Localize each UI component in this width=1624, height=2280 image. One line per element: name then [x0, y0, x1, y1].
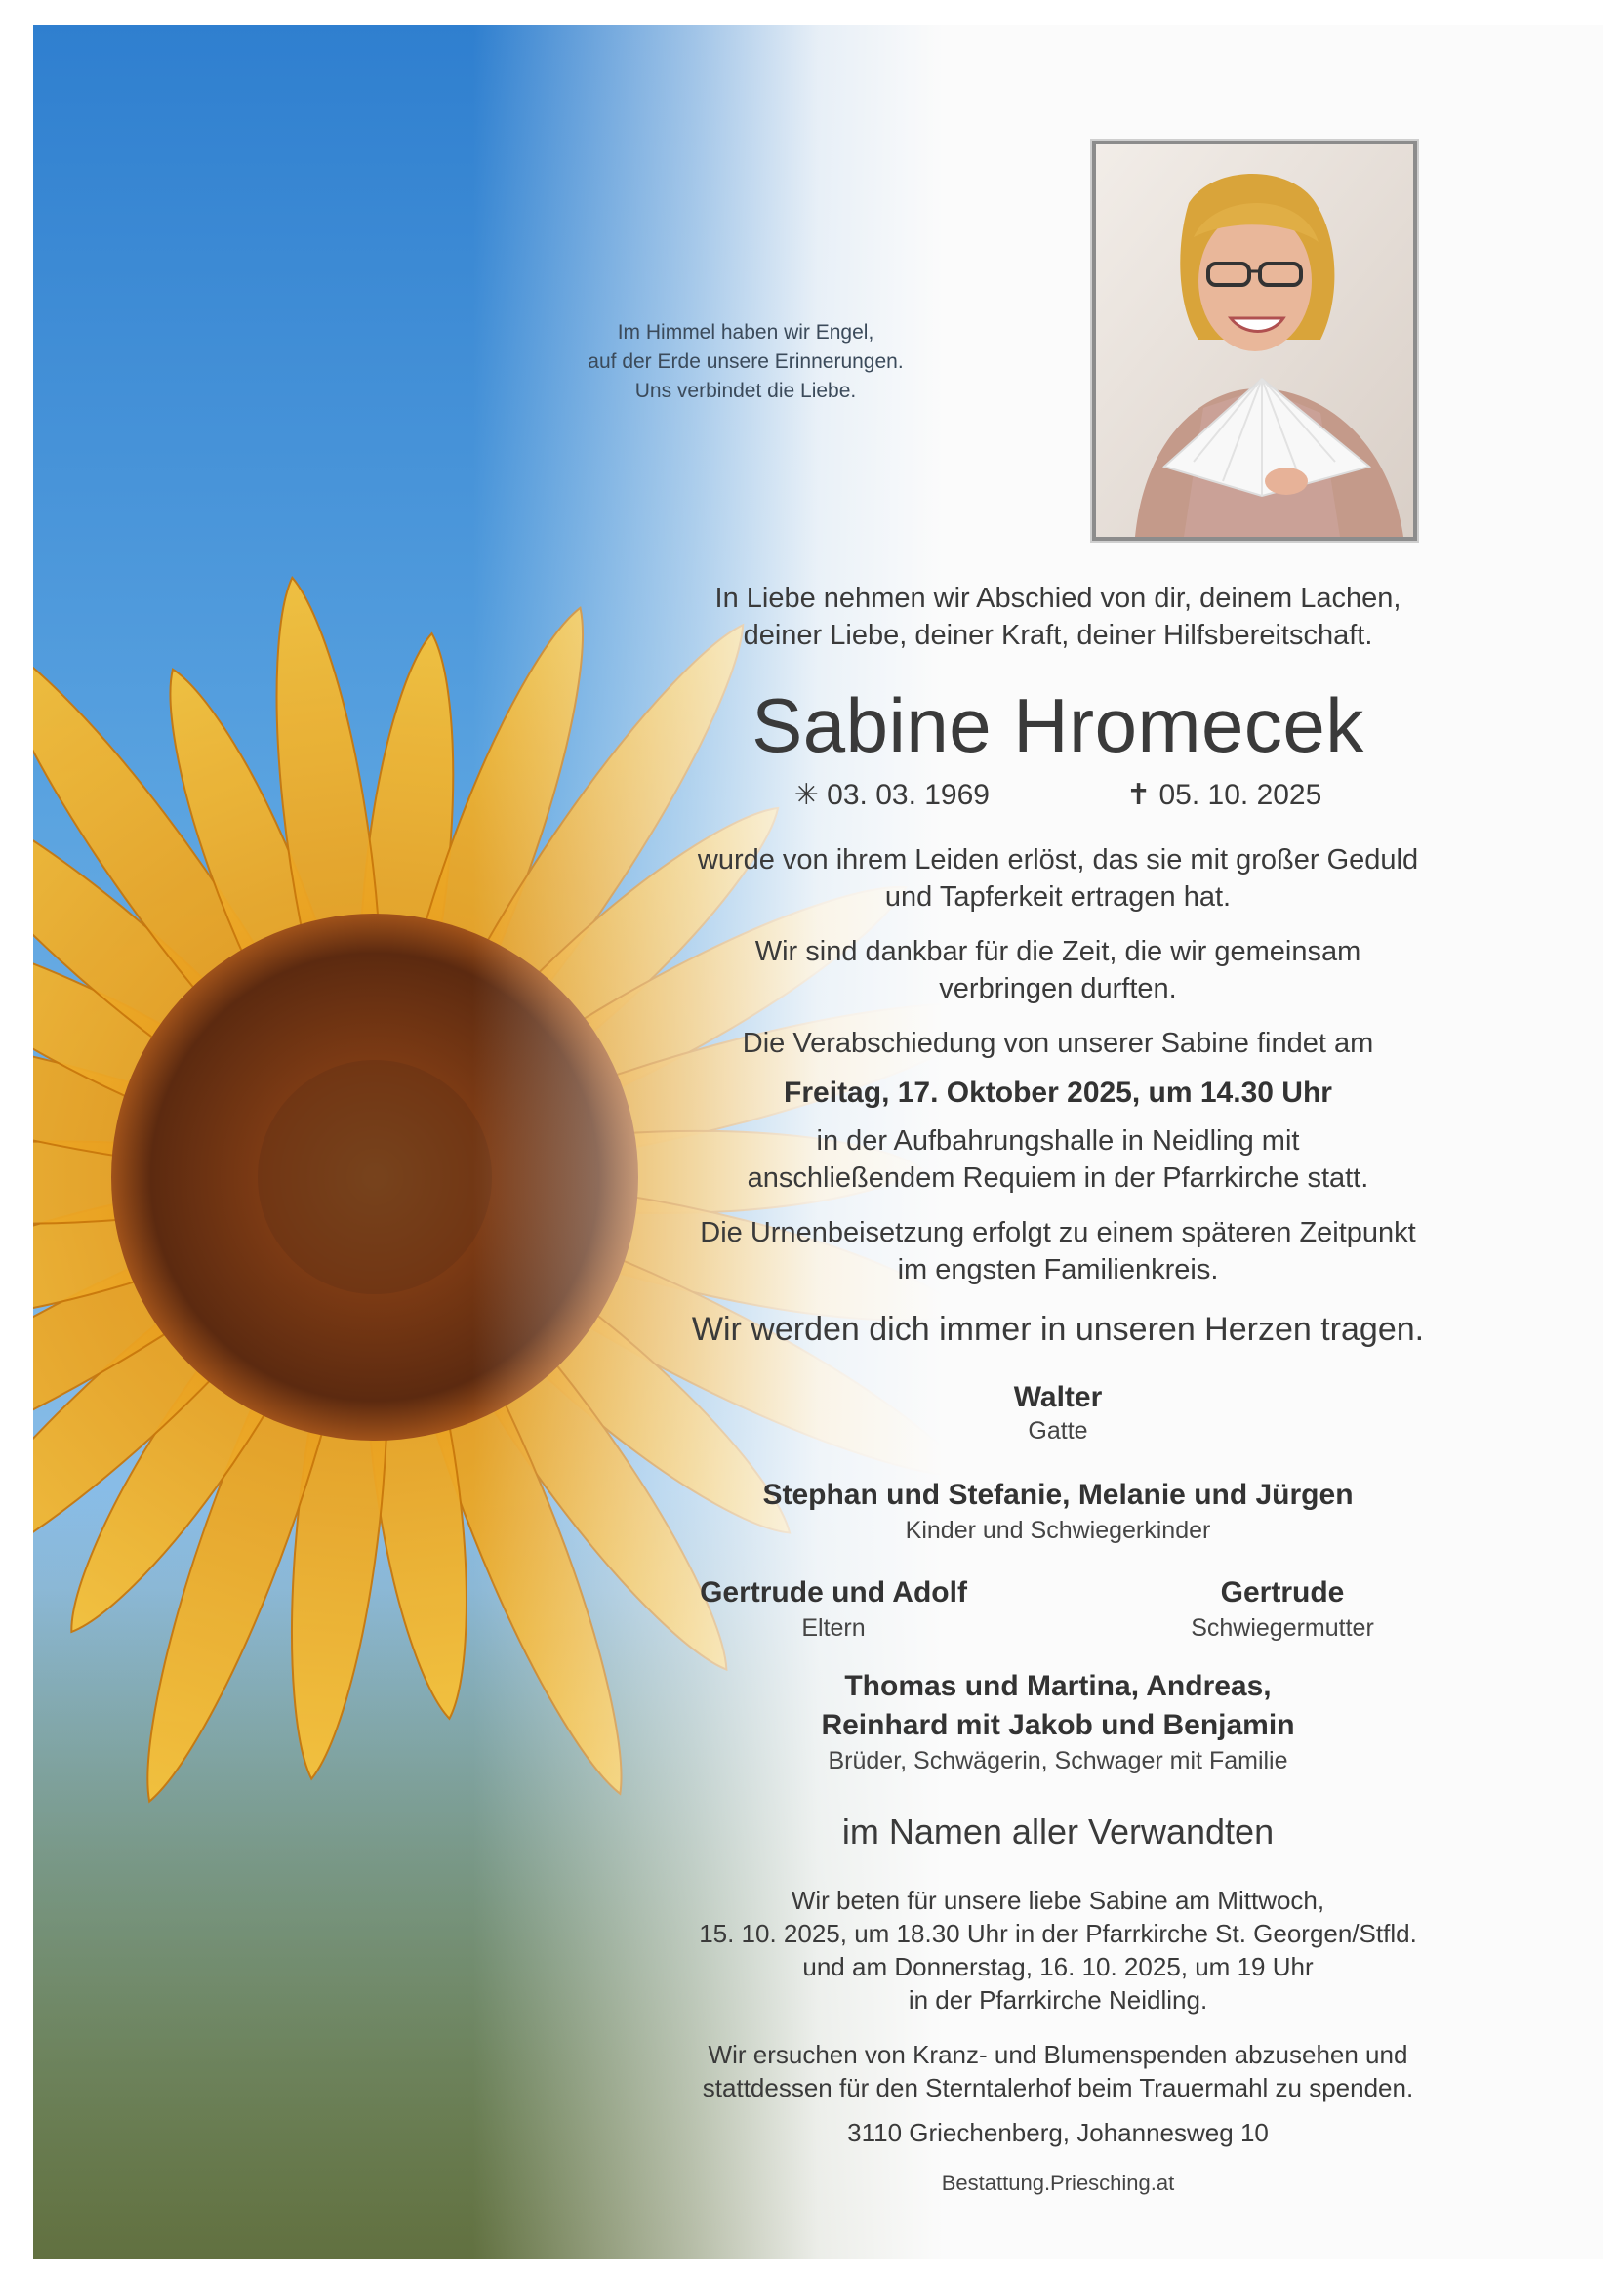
- poem: [560, 318, 931, 406]
- poem-line: Uns verbindet die Liebe.: [634, 380, 857, 402]
- urn-line-1: Die Urnenbeisetzung erfolgt zu einem späteren Zeitpunkt: [700, 1217, 1416, 1248]
- funeral-home-website: Bestattung.Priesching.at: [941, 2171, 1175, 2195]
- urn-line-2: im engsten Familienkreis.: [897, 1254, 1219, 1285]
- motto: Wir werden dich immer in unseren Herzen tragen.: [691, 1311, 1425, 1348]
- family-note: im Namen aller Verwandten: [841, 1812, 1275, 1852]
- siblings-line-2: Reinhard mit Jakob und Benjamin: [821, 1709, 1295, 1741]
- prayer-line-1: Wir beten für unsere liebe Sabine am Mittwoch,: [791, 1886, 1325, 1915]
- parents-role: Eltern: [801, 1614, 866, 1642]
- address: 3110 Griechenberg, Johannesweg 10: [847, 2118, 1269, 2147]
- prayer-line-4: in der Pfarrkirche Neidling.: [908, 1985, 1208, 2015]
- children-role: Kinder und Schwiegerkinder: [905, 1517, 1211, 1544]
- portrait-photo: [1092, 141, 1417, 541]
- children-names: Stephan und Stefanie, Melanie und Jürgen: [762, 1479, 1354, 1511]
- relief-line-2: und Tapferkeit ertragen hat.: [884, 881, 1232, 913]
- farewell-line-1: Die Verabschiedung von unserer Sabine findet am: [742, 1028, 1374, 1059]
- mother-in-law-name: Gertrude: [1220, 1576, 1345, 1608]
- intro-line-1: In Liebe nehmen wir Abschied von dir, deinem Lachen,: [714, 583, 1401, 614]
- birth-date: [794, 777, 990, 814]
- life-dates: [629, 777, 1487, 814]
- farewell-line-2: in der Aufbahrungshalle in Neidling mit: [816, 1125, 1300, 1157]
- mother-in-law: [1077, 1573, 1487, 1644]
- death-date: [1126, 777, 1321, 814]
- death-date-value: 05. 10. 2025: [1158, 779, 1322, 811]
- parents-names: Gertrude und Adolf: [700, 1576, 967, 1608]
- deceased-name: Sabine Hromecek: [751, 682, 1364, 768]
- poem-line: auf der Erde unsere Erinnerungen.: [588, 350, 904, 373]
- spouse-name: Walter: [1013, 1381, 1103, 1413]
- obituary-sheet: [33, 25, 1603, 2259]
- thanks-line-2: verbringen durften.: [939, 973, 1177, 1004]
- cross-icon: ✝: [1126, 779, 1152, 811]
- donation-line-2: stattdessen für den Sterntalerhof beim Trauermahl zu spenden.: [702, 2073, 1414, 2102]
- siblings-role: Brüder, Schwägerin, Schwager mit Familie: [828, 1747, 1288, 1774]
- farewell-date: Freitag, 17. Oktober 2025, um 14.30 Uhr: [784, 1077, 1332, 1109]
- donation-line-1: Wir ersuchen von Kranz- und Blumenspenden abzusehen und: [708, 2040, 1408, 2069]
- mother-in-law-role: Schwiegermutter: [1191, 1614, 1374, 1642]
- intro-line-2: deiner Liebe, deiner Kraft, deiner Hilfsbereitschaft.: [743, 620, 1373, 651]
- poem-line: Im Himmel haben wir Engel,: [617, 321, 874, 344]
- siblings-line-1: Thomas und Martina, Andreas,: [844, 1670, 1272, 1702]
- farewell-line-3: anschließendem Requiem in der Pfarrkirche statt.: [747, 1162, 1369, 1194]
- parents: [629, 1573, 1038, 1644]
- thanks-line-1: Wir sind dankbar für die Zeit, die wir gemeinsam: [754, 936, 1361, 967]
- star-icon: ✳: [793, 779, 819, 811]
- spouse-role: Gatte: [1028, 1417, 1088, 1445]
- prayer-line-2: 15. 10. 2025, um 18.30 Uhr in der Pfarrkirche St. Georgen/Stfld.: [699, 1919, 1417, 1948]
- prayer-line-3: und am Donnerstag, 16. 10. 2025, um 19 Uhr: [802, 1952, 1314, 1981]
- birth-date-value: 03. 03. 1969: [827, 779, 990, 811]
- relief-line-1: wurde von ihrem Leiden erlöst, das sie mit großer Geduld: [697, 844, 1419, 875]
